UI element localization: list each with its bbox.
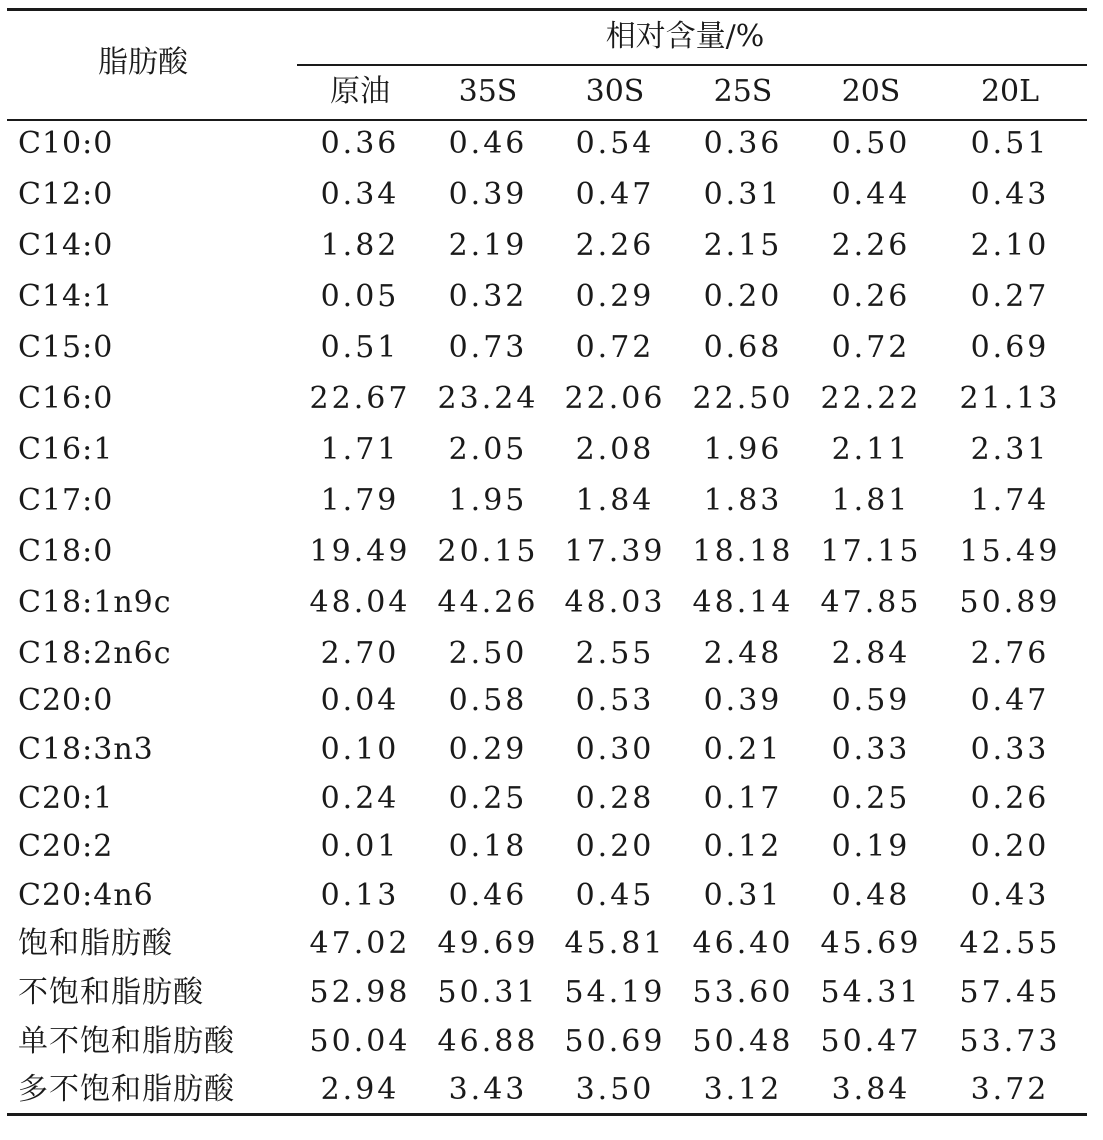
table-cell: 0.50 (831, 126, 911, 161)
table-cell: 54.19 (564, 975, 666, 1010)
table-cell: 1.96 (703, 432, 783, 467)
row-label: C14:0 (18, 228, 114, 263)
column-header-35s: 35S (458, 74, 518, 109)
table-cell: 20.15 (437, 534, 539, 569)
table-cell: 0.48 (831, 878, 911, 913)
row-label: C18:1n9c (18, 585, 172, 620)
column-header-25s: 25S (713, 74, 773, 109)
table-cell: 0.46 (448, 878, 528, 913)
table-cell: 0.68 (703, 330, 783, 365)
table-cell: 0.33 (831, 732, 911, 767)
table-cell: 46.40 (692, 926, 794, 961)
table-cell: 19.49 (309, 534, 411, 569)
table-cell: 42.55 (959, 926, 1061, 961)
table-cell: 1.83 (703, 483, 783, 518)
row-label: C18:2n6c (18, 636, 172, 671)
table-cell: 0.10 (320, 732, 400, 767)
table-cell: 0.34 (320, 177, 400, 212)
table-cell: 0.36 (703, 126, 783, 161)
table-cell: 0.24 (320, 781, 400, 816)
row-label: C10:0 (18, 126, 114, 161)
table-cell: 0.20 (703, 279, 783, 314)
table-cell: 2.26 (831, 228, 911, 263)
table-cell: 2.26 (575, 228, 655, 263)
column-header-20s: 20S (841, 74, 901, 109)
table-cell: 2.05 (448, 432, 528, 467)
row-label: C20:4n6 (18, 878, 154, 913)
table-cell: 22.22 (820, 381, 922, 416)
table-cell: 2.76 (970, 636, 1050, 671)
table-cell: 50.47 (820, 1024, 922, 1059)
table-cell: 18.18 (692, 534, 794, 569)
table-cell: 0.19 (831, 829, 911, 864)
table-cell: 0.39 (448, 177, 528, 212)
table-cell: 50.48 (692, 1024, 794, 1059)
table-cell: 0.31 (703, 878, 783, 913)
table-cell: 1.84 (575, 483, 655, 518)
row-label: C20:2 (18, 829, 114, 864)
row-label: 不饱和脂肪酸 (18, 975, 204, 1010)
table-cell: 0.51 (970, 126, 1050, 161)
table-cell: 1.79 (320, 483, 400, 518)
table-cell: 0.51 (320, 330, 400, 365)
table-cell: 0.45 (575, 878, 655, 913)
table-cell: 1.95 (448, 483, 528, 518)
table-cell: 0.58 (448, 683, 528, 718)
row-label: C18:0 (18, 534, 114, 569)
row-label: C12:0 (18, 177, 114, 212)
table-cell: 2.11 (831, 432, 911, 467)
table-cell: 48.14 (692, 585, 794, 620)
table-cell: 0.20 (575, 829, 655, 864)
table-cell: 2.10 (970, 228, 1050, 263)
table-cell: 2.48 (703, 636, 783, 671)
table-cell: 0.05 (320, 279, 400, 314)
table-cell: 0.59 (831, 683, 911, 718)
table-cell: 50.89 (959, 585, 1061, 620)
table-cell: 0.36 (320, 126, 400, 161)
table-cell: 2.15 (703, 228, 783, 263)
table-cell: 0.54 (575, 126, 655, 161)
table-cell: 0.46 (448, 126, 528, 161)
row-label: C18:3n3 (18, 732, 154, 767)
table-cell: 0.17 (703, 781, 783, 816)
table-cell: 0.29 (448, 732, 528, 767)
table-cell: 0.69 (970, 330, 1050, 365)
table-cell: 44.26 (437, 585, 539, 620)
table-cell: 0.26 (970, 781, 1050, 816)
table-cell: 15.49 (959, 534, 1061, 569)
table-cell: 0.25 (448, 781, 528, 816)
table-cell: 1.82 (320, 228, 400, 263)
table-cell: 2.55 (575, 636, 655, 671)
table-cell: 0.28 (575, 781, 655, 816)
table-cell: 0.72 (575, 330, 655, 365)
row-label: C20:1 (18, 781, 114, 816)
row-label: C20:0 (18, 683, 114, 718)
row-label: 饱和脂肪酸 (18, 926, 173, 961)
table-cell: 0.26 (831, 279, 911, 314)
table-cell: 0.53 (575, 683, 655, 718)
table-cell: 0.72 (831, 330, 911, 365)
table-cell: 0.20 (970, 829, 1050, 864)
table-cell: 49.69 (437, 926, 539, 961)
table-cell: 0.47 (575, 177, 655, 212)
table-cell: 0.31 (703, 177, 783, 212)
table-cell: 1.71 (320, 432, 400, 467)
row-label: 多不饱和脂肪酸 (18, 1072, 235, 1107)
table-cell: 0.73 (448, 330, 528, 365)
table-cell: 3.50 (575, 1072, 655, 1107)
table-cell: 50.04 (309, 1024, 411, 1059)
row-header-label: 脂肪酸 (98, 45, 188, 80)
table-cell: 0.04 (320, 683, 400, 718)
table-cell: 21.13 (959, 381, 1061, 416)
table-cell: 53.60 (692, 975, 794, 1010)
table-cell: 2.08 (575, 432, 655, 467)
table-cell: 0.12 (703, 829, 783, 864)
table-cell: 47.85 (820, 585, 922, 620)
table-cell: 0.21 (703, 732, 783, 767)
table-cell: 0.29 (575, 279, 655, 314)
table-cell: 53.73 (959, 1024, 1061, 1059)
table-cell: 2.31 (970, 432, 1050, 467)
table-cell: 3.84 (831, 1072, 911, 1107)
table-cell: 0.33 (970, 732, 1050, 767)
row-label: C17:0 (18, 483, 114, 518)
table-cell: 0.25 (831, 781, 911, 816)
table-cell: 0.32 (448, 279, 528, 314)
column-header-20l: 20L (980, 74, 1040, 109)
table-cell: 1.81 (831, 483, 911, 518)
table-cell: 45.69 (820, 926, 922, 961)
table-cell: 0.39 (703, 683, 783, 718)
table-cell: 0.43 (970, 177, 1050, 212)
table-cell: 3.12 (703, 1072, 783, 1107)
row-label: C16:0 (18, 381, 114, 416)
table-cell: 22.50 (692, 381, 794, 416)
row-label: C15:0 (18, 330, 114, 365)
table-cell: 17.15 (820, 534, 922, 569)
table-cell: 2.84 (831, 636, 911, 671)
table-cell: 1.74 (970, 483, 1050, 518)
table-cell: 0.43 (970, 878, 1050, 913)
column-header-30s: 30S (585, 74, 645, 109)
table-cell: 52.98 (309, 975, 411, 1010)
table-cell: 0.47 (970, 683, 1050, 718)
table-cell: 23.24 (437, 381, 539, 416)
table-cell: 45.81 (564, 926, 666, 961)
table-cell: 0.27 (970, 279, 1050, 314)
table-cell: 48.04 (309, 585, 411, 620)
table-cell: 54.31 (820, 975, 922, 1010)
table-cell: 0.44 (831, 177, 911, 212)
row-label: 单不饱和脂肪酸 (18, 1024, 235, 1059)
table-cell: 0.30 (575, 732, 655, 767)
table-cell: 3.43 (448, 1072, 528, 1107)
table-cell: 48.03 (564, 585, 666, 620)
table-cell: 0.13 (320, 878, 400, 913)
table-cell: 57.45 (959, 975, 1061, 1010)
row-label: C16:1 (18, 432, 114, 467)
table-cell: 0.18 (448, 829, 528, 864)
table-cell: 46.88 (437, 1024, 539, 1059)
table-cell: 2.70 (320, 636, 400, 671)
table-cell: 17.39 (564, 534, 666, 569)
table-cell: 50.31 (437, 975, 539, 1010)
table-cell: 47.02 (309, 926, 411, 961)
table-cell: 2.94 (320, 1072, 400, 1107)
table-cell: 0.01 (320, 829, 400, 864)
table-cell: 2.50 (448, 636, 528, 671)
column-header-crude: 原油 (330, 74, 390, 109)
table-cell: 3.72 (970, 1072, 1050, 1107)
row-label: C14:1 (18, 279, 114, 314)
table-cell: 22.06 (564, 381, 666, 416)
table-cell: 2.19 (448, 228, 528, 263)
group-header-label: 相对含量/% (605, 19, 765, 54)
table-cell: 50.69 (564, 1024, 666, 1059)
table-cell: 22.67 (309, 381, 411, 416)
